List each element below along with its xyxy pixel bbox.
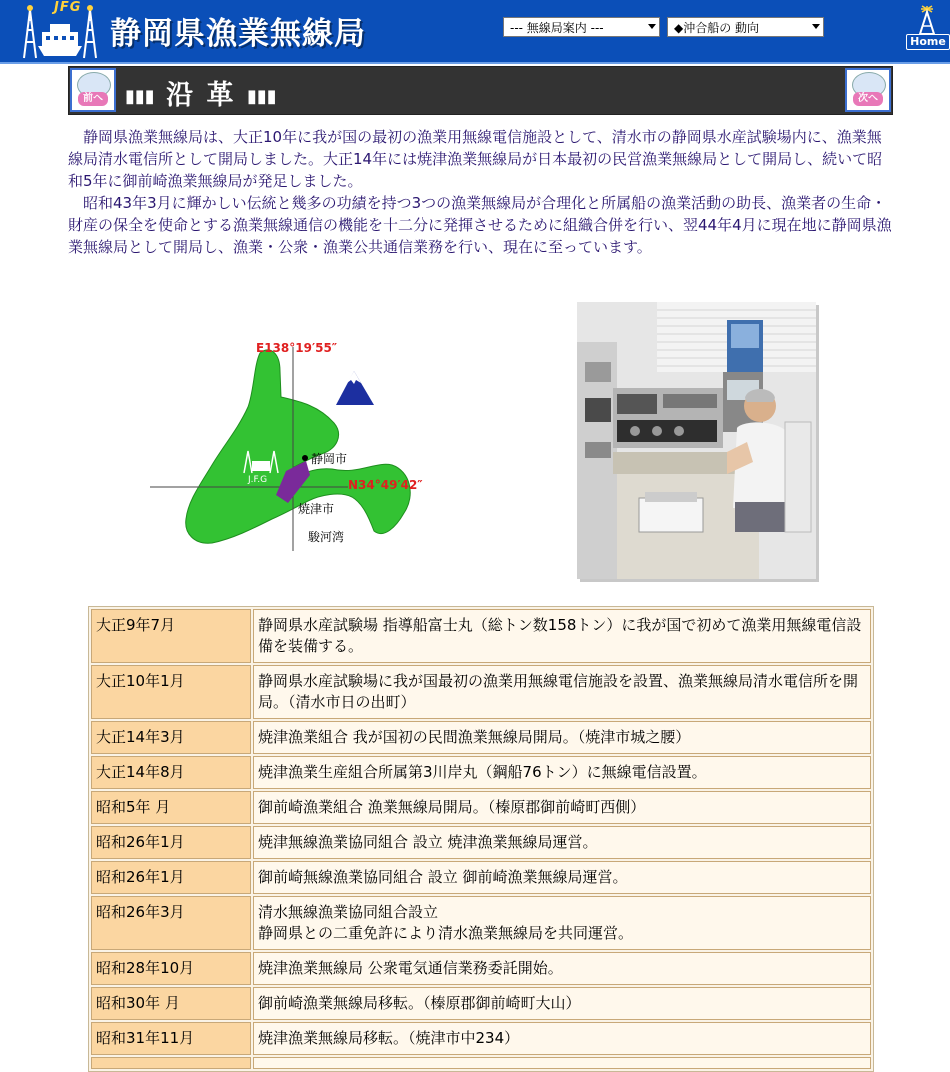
chevron-down-icon xyxy=(648,24,656,29)
table-row xyxy=(91,1057,871,1069)
history-date: 昭和5年 月 xyxy=(91,791,251,824)
longitude-label: E138°19′55″ xyxy=(256,341,338,355)
history-event-text: 御前崎漁業無線局移転。（榛原郡御前崎町大山） xyxy=(258,994,581,1012)
table-row xyxy=(91,861,871,894)
history-date: 昭和26年1月 xyxy=(91,826,251,859)
table-row xyxy=(91,952,871,985)
history-event xyxy=(253,826,871,859)
table-row xyxy=(91,826,871,859)
title-bars-icon: ▮▮▮ xyxy=(125,86,155,107)
intro-text xyxy=(68,126,894,258)
history-event-text: 御前崎漁業組合 漁業無線局開局。（榛原郡御前崎町西側） xyxy=(258,798,646,816)
title-bars-icon: ▮▮▮ xyxy=(246,86,277,107)
station-label: J.F.G xyxy=(248,475,268,485)
history-event-text: 焼津漁業組合 我が国初の民間漁業無線局開局。（焼津市城之腰） xyxy=(258,728,691,746)
shizuoka-map-illustration xyxy=(148,335,438,555)
history-event xyxy=(253,665,871,719)
next-label: 次へ xyxy=(853,92,883,106)
history-event xyxy=(253,756,871,789)
home-label: Home xyxy=(906,34,950,50)
offshore-ship-select[interactable] xyxy=(667,17,824,37)
latitude-label: N34°49′42″ xyxy=(348,478,423,492)
history-event-text: 焼津漁業無線局移転。（焼津市中234） xyxy=(258,1029,520,1047)
history-event-text: 静岡県水産試験場に我が国最初の漁業用無線電信施設を設置、漁業無線局清水電信所を開局。（清水市日の出町） xyxy=(258,672,859,711)
history-date: 昭和26年3月 xyxy=(91,896,251,950)
home-button[interactable] xyxy=(904,4,950,54)
history-date: 大正10年1月 xyxy=(91,665,251,719)
page-title-text: 沿 革 xyxy=(166,80,236,111)
history-event xyxy=(253,609,871,663)
table-row xyxy=(91,791,871,824)
offshore-ship-select-value: ◆沖合船の 動向 xyxy=(674,21,760,35)
table-row xyxy=(91,609,871,663)
table-row xyxy=(91,756,871,789)
history-event xyxy=(253,896,871,950)
bay-label: 駿河湾 xyxy=(308,530,345,544)
history-event-text: 静岡県との二重免許により清水漁業無線局を共同運営。 xyxy=(258,924,634,942)
table-row xyxy=(91,665,871,719)
radio-operator-image xyxy=(577,302,816,579)
page-title xyxy=(125,73,277,112)
history-event-text: 御前崎無線漁業協同組合 設立 御前崎漁業無線局運営。 xyxy=(258,868,628,886)
table-row xyxy=(91,1022,871,1055)
table-row xyxy=(91,721,871,754)
history-event-text: 焼津漁業無線局 公衆電気通信業務委託開始。 xyxy=(258,959,563,977)
prev-label: 前へ xyxy=(78,92,108,106)
history-date: 大正14年3月 xyxy=(91,721,251,754)
history-event xyxy=(253,791,871,824)
location-map xyxy=(148,335,438,555)
site-header xyxy=(0,0,950,64)
history-date: 昭和30年 月 xyxy=(91,987,251,1020)
history-event-text: 静岡県水産試験場 指導船富士丸（総トン数158トン）に我が国で初めて漁業用無線電信設備を装備する。 xyxy=(258,616,862,655)
history-event-text: 焼津無線漁業協同組合 設立 焼津漁業無線局運営。 xyxy=(258,833,598,851)
prev-page-button[interactable] xyxy=(70,68,116,112)
history-date: 昭和28年10月 xyxy=(91,952,251,985)
history-date xyxy=(91,1057,251,1069)
section-title-bar xyxy=(68,66,893,115)
radio-room-photo xyxy=(577,302,816,579)
history-event xyxy=(253,987,871,1020)
site-title[interactable]: 静岡県漁業無線局 xyxy=(110,16,366,52)
history-event xyxy=(253,721,871,754)
history-table xyxy=(88,606,874,1072)
history-event xyxy=(253,952,871,985)
history-event xyxy=(253,1022,871,1055)
next-page-button[interactable] xyxy=(845,68,891,112)
station-guide-select[interactable] xyxy=(503,17,660,37)
table-row xyxy=(91,896,871,950)
home-tower-icon xyxy=(904,4,950,36)
intro-paragraph: 静岡県漁業無線局は、大正10年に我が国の最初の漁業用無線電信施設として、清水市の静岡県水産試験場内に、漁業無線局清水電信所として開局しました。大正14年には焼津漁業無線局が日本最初の民営漁業無線局として開局し、続いて昭和5年に御前崎漁業無線局が発足しました。 xyxy=(68,128,883,190)
history-date: 大正14年8月 xyxy=(91,756,251,789)
history-event-text: 清水無線漁業協同組合設立 xyxy=(258,903,439,921)
history-event xyxy=(253,1057,871,1069)
chevron-down-icon xyxy=(812,24,820,29)
jfg-logo[interactable] xyxy=(18,2,102,60)
intro-paragraph: 昭和43年3月に輝かしい伝統と幾多の功績を持つ3つの漁業無線局が合理化と所属船の漁業活動の助長、漁業者の生命・財産の保全を使命とする漁業無線通信の機能を十二分に発揮させるために組織合併を行い、翌44年4月に現在地に静岡県漁業無線局として開局し、漁業・公衆・漁業公共通信業務を行い、現在に至っています。 xyxy=(68,194,892,256)
history-date: 大正9年7月 xyxy=(91,609,251,663)
history-event-text: 焼津漁業生産組合所属第3川岸丸（鋼船76トン）に無線電信設置。 xyxy=(258,763,707,781)
history-date: 昭和26年1月 xyxy=(91,861,251,894)
city-label-shizuoka: 静岡市 xyxy=(311,452,348,466)
city-label-yaizu: 焼津市 xyxy=(298,502,335,516)
station-guide-select-value: --- 無線局案内 --- xyxy=(510,21,604,35)
logo-text: JFG xyxy=(54,0,82,15)
history-event xyxy=(253,861,871,894)
history-date: 昭和31年11月 xyxy=(91,1022,251,1055)
table-row xyxy=(91,987,871,1020)
